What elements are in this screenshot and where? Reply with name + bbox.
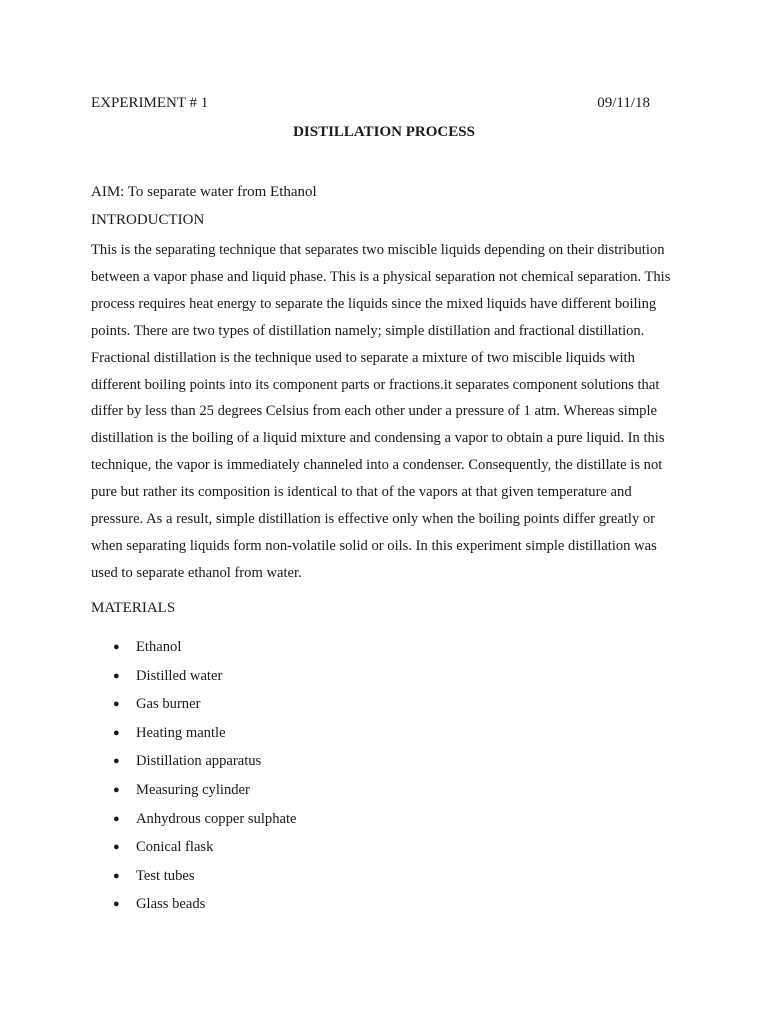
introduction-paragraph: This is the separating technique that separates two miscible liquids depending on their distribution between a vapor phase and liquid phase. This is a physical separation not chemical separation. This process requires heat energy to separate the liquids since the mixed liquids have different boiling points. There are two types of distillation namely; simple distillation and fractional distillation. Fractional distillation is the technique used to separate a mixture of two miscible liquids with different boiling points into its component parts or fractions.it separates component solutions that differ by less than 25 degrees Celsius from each other under a pressure of 1 atm. Whereas simple distillation is the boiling of a liquid mixture and condensing a vapor to obtain a pure liquid. In this technique, the vapor is immediately channeled into a condenser. Consequently, the distillate is not pure but rather its composition is identical to that of the vapors at that given temperature and pressure. As a result, simple distillation is effective only when the boiling points differ greatly or when separating liquids form non-volatile solid or oils. In this experiment simple distillation was used to separate ethanol from water.: [91, 242, 671, 581]
bullet-icon: ●: [113, 841, 120, 854]
bullet-icon: ●: [113, 898, 120, 911]
introduction-heading: INTRODUCTION: [91, 212, 205, 228]
list-item: [91, 747, 297, 776]
material-label: Measuring cylinder: [136, 781, 250, 798]
bullet-icon: ●: [113, 641, 120, 653]
bullet-icon: ●: [113, 869, 120, 882]
material-label: Heating mantle: [136, 724, 226, 741]
aim-statement: AIM: To separate water from Ethanol: [91, 184, 317, 200]
material-label: Distillation apparatus: [136, 753, 262, 770]
bullet-icon: ●: [113, 783, 120, 796]
material-label: Conical flask: [136, 839, 214, 856]
material-label: Anhydrous copper sulphate: [136, 810, 297, 827]
material-label: Distilled water: [136, 667, 223, 684]
list-item: [91, 719, 297, 748]
bullet-icon: ●: [113, 755, 120, 768]
material-label: Glass beads: [136, 896, 206, 913]
list-item: [91, 805, 297, 834]
list-item: [91, 662, 297, 691]
list-item: [91, 690, 297, 719]
experiment-label: EXPERIMENT # 1: [91, 95, 209, 111]
material-label: Gas burner: [136, 696, 201, 713]
experiment-date: 09/11/18: [597, 95, 650, 111]
materials-list: [91, 633, 297, 919]
bullet-icon: ●: [113, 726, 120, 739]
list-item: [91, 833, 297, 862]
bullet-icon: ●: [113, 669, 120, 682]
list-item: [91, 633, 297, 662]
list-item: [91, 776, 297, 805]
document-title: DISTILLATION PROCESS: [293, 124, 475, 140]
materials-heading: MATERIALS: [91, 600, 176, 616]
header-row: [91, 91, 650, 115]
list-item: [91, 862, 297, 891]
material-label: Ethanol: [136, 639, 182, 655]
list-item: [91, 890, 297, 919]
bullet-icon: ●: [113, 698, 120, 711]
bullet-icon: ●: [113, 812, 120, 825]
material-label: Test tubes: [136, 867, 195, 884]
